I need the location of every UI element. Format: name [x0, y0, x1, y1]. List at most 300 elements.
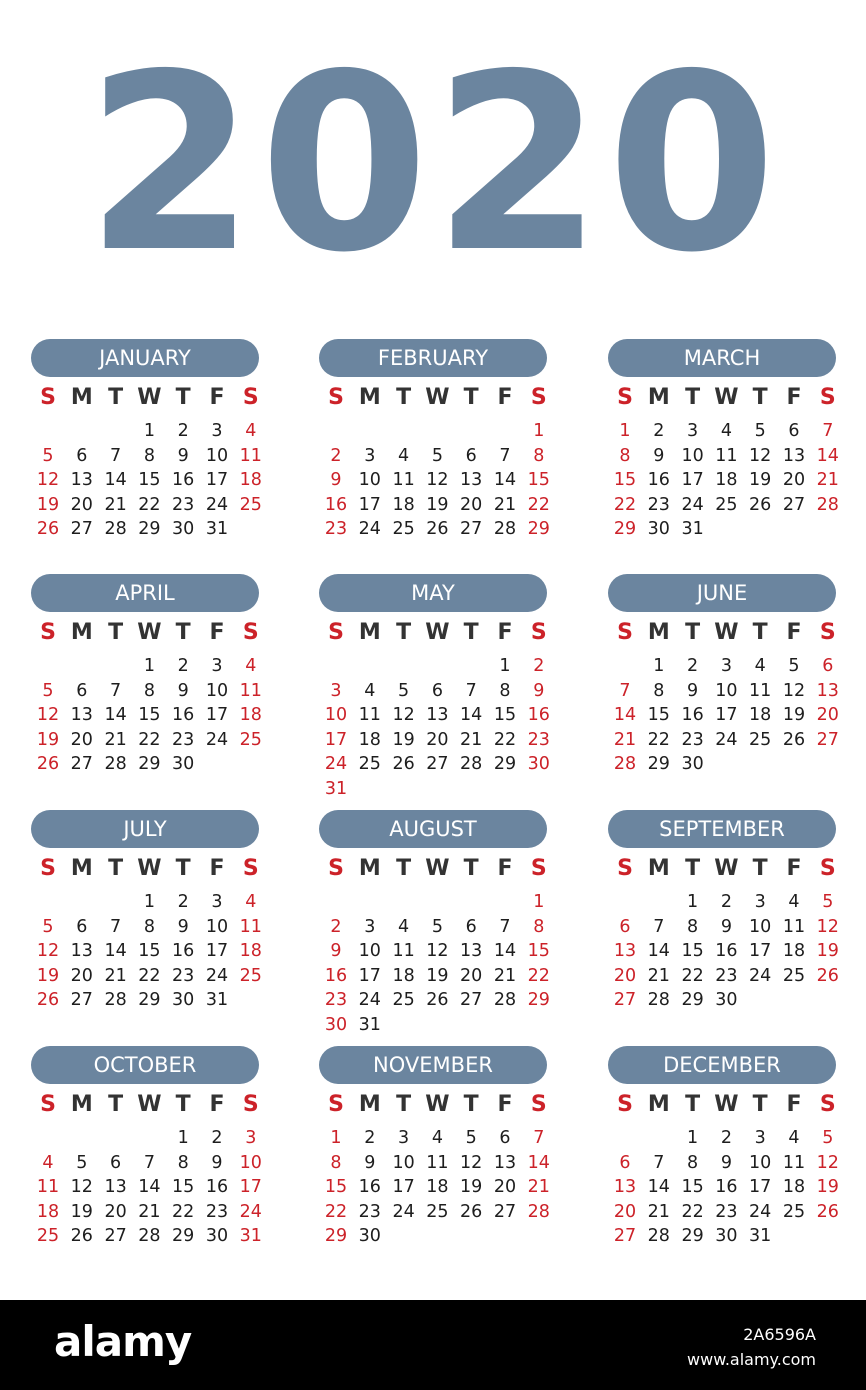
- day-cell: 14: [104, 941, 127, 961]
- day-cell: 5: [42, 916, 54, 937]
- day-cell: 22: [138, 494, 161, 515]
- day-cell: 25: [426, 1201, 449, 1222]
- day-cell: 13: [460, 941, 483, 961]
- weekday-label: S: [40, 385, 56, 410]
- day-cell: 12: [749, 445, 772, 466]
- month-header: FEBRUARY: [319, 339, 547, 377]
- day-cell: 9: [177, 916, 189, 937]
- day-cell: 30: [205, 1226, 229, 1246]
- day-cell: 15: [324, 1177, 348, 1197]
- day-cell: 26: [36, 754, 60, 774]
- day-cell: 31: [749, 1226, 772, 1246]
- weekday-label: T: [175, 856, 191, 881]
- month-october: [31, 1046, 263, 1256]
- day-cell: 9: [177, 680, 189, 701]
- day-cell: 21: [104, 729, 127, 750]
- day-cell: 31: [239, 1226, 262, 1246]
- day-cell: 12: [36, 470, 60, 490]
- day-cell: 29: [681, 990, 704, 1010]
- day-cell: 1: [687, 892, 699, 912]
- day-cell: 30: [647, 519, 670, 539]
- weekday-row: [31, 618, 263, 648]
- day-cell: 30: [324, 1014, 348, 1035]
- day-cell: 17: [749, 941, 772, 961]
- day-cell: 30: [172, 519, 195, 539]
- day-cell: 4: [245, 656, 257, 676]
- day-cell: 24: [358, 990, 381, 1010]
- day-cell: 16: [647, 470, 670, 490]
- day-cell: 31: [205, 519, 229, 539]
- day-cell: 16: [172, 941, 195, 961]
- day-cell: 8: [499, 680, 511, 701]
- day-cell: 11: [358, 705, 381, 725]
- day-cell: 13: [70, 470, 93, 490]
- day-cell: 30: [715, 1226, 738, 1246]
- day-cell: 20: [782, 470, 806, 490]
- weekday-label: T: [175, 385, 191, 410]
- month-header: MARCH: [608, 339, 836, 377]
- day-cell: 30: [172, 754, 195, 774]
- weekday-label: M: [70, 1092, 93, 1117]
- day-cell: 27: [460, 990, 483, 1010]
- day-cell: 20: [460, 494, 483, 515]
- day-cell: 23: [647, 494, 670, 515]
- day-cell: 22: [681, 965, 704, 986]
- month-may: [319, 574, 551, 799]
- day-cell: 14: [104, 470, 127, 490]
- day-cell: 10: [358, 470, 381, 490]
- weekday-label: M: [358, 1092, 381, 1117]
- day-cell: 5: [398, 680, 410, 701]
- day-cell: 14: [493, 470, 517, 490]
- weekday-label: F: [786, 385, 802, 410]
- day-cell: 19: [36, 494, 60, 515]
- day-cell: 12: [36, 941, 60, 961]
- day-cell: 25: [358, 754, 381, 774]
- day-cell: 14: [647, 1177, 670, 1197]
- day-cell: 12: [392, 705, 415, 725]
- day-cell: 27: [104, 1226, 127, 1246]
- day-cell: 7: [619, 680, 631, 701]
- day-cell: 22: [138, 729, 161, 750]
- day-cell: 17: [324, 729, 348, 750]
- weekday-label: M: [70, 620, 93, 645]
- day-cell: 8: [653, 680, 665, 701]
- weekday-row: [31, 383, 263, 413]
- weekday-label: T: [752, 856, 768, 881]
- weekday-label: M: [647, 385, 670, 410]
- weekday-label: S: [242, 385, 259, 410]
- day-cell: 4: [788, 1128, 800, 1148]
- month-april: [31, 574, 263, 784]
- day-cell: 29: [324, 1226, 348, 1246]
- day-cell: 13: [70, 941, 93, 961]
- day-cell: 8: [619, 445, 631, 466]
- month-header: APRIL: [31, 574, 259, 612]
- day-cell: 18: [782, 1177, 806, 1197]
- day-cell: 11: [239, 916, 262, 937]
- day-cell: 22: [493, 729, 517, 750]
- day-cell: 24: [205, 729, 229, 750]
- day-cell: 19: [392, 729, 415, 750]
- weekday-label: S: [40, 856, 56, 881]
- day-cell: 28: [493, 990, 517, 1010]
- day-cell: 5: [822, 1128, 834, 1148]
- day-cell: 24: [239, 1201, 262, 1222]
- day-cell: 3: [687, 421, 699, 441]
- weekday-row: [31, 1090, 263, 1120]
- day-cell: 26: [36, 990, 60, 1010]
- day-cell: 16: [172, 705, 195, 725]
- day-cell: 14: [647, 941, 670, 961]
- weekday-label: T: [463, 385, 479, 410]
- day-cell: 3: [364, 445, 376, 466]
- weekday-label: S: [530, 1092, 547, 1117]
- day-cell: 24: [324, 754, 348, 774]
- day-cell: 10: [205, 680, 229, 701]
- weekday-label: M: [647, 1092, 670, 1117]
- weekday-row: [608, 854, 840, 884]
- day-cell: 20: [493, 1177, 517, 1197]
- day-cell: 8: [687, 916, 699, 937]
- weekday-row: [608, 1090, 840, 1120]
- day-cell: 25: [782, 1201, 806, 1222]
- day-cell: 31: [324, 778, 348, 799]
- day-cell: 10: [205, 445, 229, 466]
- day-cell: 11: [715, 445, 738, 466]
- day-cell: 6: [619, 916, 631, 937]
- day-cell: 23: [358, 1201, 381, 1222]
- weekday-label: T: [108, 856, 124, 881]
- weekday-label: T: [752, 385, 768, 410]
- day-cell: 24: [392, 1201, 415, 1222]
- day-cell: 8: [687, 1152, 699, 1173]
- weekday-label: F: [209, 385, 225, 410]
- weekday-label: S: [40, 620, 56, 645]
- day-cell: 11: [782, 916, 806, 937]
- day-cell: 2: [211, 1128, 223, 1148]
- day-cell: 16: [527, 705, 550, 725]
- weekday-label: T: [685, 620, 701, 645]
- day-cell: 17: [392, 1177, 415, 1197]
- day-cell: 19: [460, 1177, 483, 1197]
- day-cell: 8: [533, 445, 545, 466]
- day-cell: 12: [426, 941, 449, 961]
- day-cell: 25: [36, 1226, 60, 1246]
- day-cell: 3: [330, 680, 342, 701]
- day-cell: 9: [720, 916, 732, 937]
- day-cell: 10: [324, 705, 348, 725]
- day-cell: 30: [358, 1226, 381, 1246]
- day-cell: 23: [324, 990, 348, 1010]
- image-id: 2A6596A: [743, 1325, 816, 1344]
- day-cell: 4: [720, 421, 732, 441]
- day-cell: 12: [782, 680, 806, 701]
- day-cell: 1: [619, 421, 631, 441]
- weekday-label: M: [647, 856, 670, 881]
- day-cell: 29: [681, 1226, 704, 1246]
- day-cell: 4: [754, 656, 766, 676]
- day-cell: 9: [364, 1152, 376, 1173]
- day-cell: 2: [687, 656, 699, 676]
- day-cell: 9: [177, 445, 189, 466]
- day-cell: 30: [172, 990, 195, 1010]
- day-cell: 28: [460, 754, 483, 774]
- day-cell: 15: [172, 1177, 195, 1197]
- weekday-row: [319, 854, 551, 884]
- day-cell: 26: [460, 1201, 483, 1222]
- month-june: [608, 574, 840, 784]
- day-cell: 12: [816, 1152, 839, 1173]
- day-cell: 11: [392, 470, 415, 490]
- day-cell: 16: [358, 1177, 381, 1197]
- day-cell: 23: [172, 965, 195, 986]
- weekday-label: S: [617, 385, 633, 410]
- day-cell: 1: [143, 892, 155, 912]
- weekday-label: M: [358, 856, 381, 881]
- day-cell: 15: [681, 1177, 704, 1197]
- weekday-label: T: [396, 1092, 412, 1117]
- day-cell: 28: [647, 990, 670, 1010]
- day-cell: 22: [527, 965, 550, 986]
- day-cell: 23: [681, 729, 704, 750]
- day-cell: 20: [613, 1201, 637, 1222]
- day-cell: 9: [330, 470, 342, 490]
- day-cell: 1: [653, 656, 665, 676]
- weekday-label: S: [530, 385, 547, 410]
- day-cell: 7: [653, 1152, 665, 1173]
- day-cell: 6: [822, 656, 834, 676]
- day-cell: 23: [715, 965, 738, 986]
- month-december: [608, 1046, 840, 1256]
- day-cell: 16: [681, 705, 704, 725]
- day-cell: 9: [687, 680, 699, 701]
- day-cell: 17: [239, 1177, 262, 1197]
- day-cell: 9: [653, 445, 665, 466]
- day-cell: 27: [782, 494, 806, 515]
- weekday-label: W: [714, 856, 739, 881]
- day-cell: 29: [613, 519, 637, 539]
- day-cell: 28: [104, 754, 127, 774]
- day-cell: 11: [36, 1177, 60, 1197]
- day-cell: 19: [426, 494, 449, 515]
- day-cell: 31: [205, 990, 229, 1010]
- day-cell: 24: [205, 494, 229, 515]
- day-cell: 25: [239, 729, 262, 750]
- day-cell: 16: [205, 1177, 229, 1197]
- month-header: JULY: [31, 810, 259, 848]
- day-cell: 19: [816, 941, 839, 961]
- day-cell: 9: [533, 680, 545, 701]
- day-cell: 18: [36, 1201, 60, 1222]
- day-cell: 26: [816, 965, 839, 986]
- day-cell: 9: [720, 1152, 732, 1173]
- day-cell: 15: [647, 705, 670, 725]
- day-cell: 11: [239, 445, 262, 466]
- day-cell: 8: [330, 1152, 342, 1173]
- day-cell: 13: [493, 1152, 517, 1173]
- day-cell: 12: [36, 705, 60, 725]
- day-cell: 26: [426, 519, 449, 539]
- day-cell: 17: [681, 470, 704, 490]
- day-cell: 5: [42, 680, 54, 701]
- day-cell: 7: [499, 445, 511, 466]
- day-cell: 20: [70, 494, 93, 515]
- month-header: OCTOBER: [31, 1046, 259, 1084]
- day-cell: 21: [138, 1201, 161, 1222]
- day-cell: 5: [76, 1152, 88, 1173]
- day-cell: 20: [816, 705, 839, 725]
- day-cell: 17: [715, 705, 738, 725]
- day-cell: 19: [749, 470, 772, 490]
- weekday-label: T: [685, 1092, 701, 1117]
- day-cell: 24: [715, 729, 738, 750]
- day-cell: 1: [177, 1128, 189, 1148]
- month-header: AUGUST: [319, 810, 547, 848]
- month-february: [319, 339, 551, 549]
- day-cell: 21: [104, 494, 127, 515]
- day-cell: 7: [110, 916, 122, 937]
- day-cell: 1: [533, 892, 545, 912]
- day-cell: 1: [143, 421, 155, 441]
- day-cell: 13: [460, 470, 483, 490]
- day-cell: 19: [816, 1177, 839, 1197]
- day-cell: 6: [76, 445, 88, 466]
- day-cell: 10: [205, 916, 229, 937]
- day-cell: 7: [110, 680, 122, 701]
- day-cell: 7: [653, 916, 665, 937]
- weekday-label: T: [175, 1092, 191, 1117]
- day-cell: 4: [788, 892, 800, 912]
- day-cell: 18: [749, 705, 772, 725]
- weekday-label: T: [396, 856, 412, 881]
- day-cell: 22: [138, 965, 161, 986]
- day-cell: 8: [143, 680, 155, 701]
- weekday-label: T: [108, 385, 124, 410]
- weekday-label: T: [463, 856, 479, 881]
- day-cell: 1: [330, 1128, 342, 1148]
- day-cell: 31: [681, 519, 704, 539]
- day-cell: 15: [138, 705, 161, 725]
- weekday-label: W: [425, 856, 450, 881]
- weekday-label: F: [497, 1092, 513, 1117]
- day-cell: 14: [460, 705, 483, 725]
- weekday-row: [319, 1090, 551, 1120]
- weekday-label: S: [328, 1092, 344, 1117]
- day-cell: 11: [782, 1152, 806, 1173]
- weekday-label: S: [242, 620, 259, 645]
- month-header: MAY: [319, 574, 547, 612]
- day-cell: 22: [681, 1201, 704, 1222]
- day-cell: 14: [613, 705, 637, 725]
- day-cell: 3: [245, 1128, 257, 1148]
- weekday-label: S: [617, 1092, 633, 1117]
- day-cell: 21: [527, 1177, 550, 1197]
- weekday-label: T: [175, 620, 191, 645]
- weekday-label: F: [786, 620, 802, 645]
- day-cell: 28: [104, 990, 127, 1010]
- day-cell: 4: [431, 1128, 443, 1148]
- day-cell: 28: [816, 494, 839, 515]
- weekday-label: T: [463, 620, 479, 645]
- day-cell: 11: [392, 941, 415, 961]
- month-header: SEPTEMBER: [608, 810, 836, 848]
- day-cell: 22: [324, 1201, 348, 1222]
- day-cell: 26: [749, 494, 772, 515]
- day-cell: 5: [465, 1128, 477, 1148]
- day-cell: 27: [613, 1226, 637, 1246]
- day-cell: 13: [70, 705, 93, 725]
- day-cell: 4: [245, 892, 257, 912]
- day-cell: 16: [172, 470, 195, 490]
- month-august: [319, 810, 551, 1035]
- day-cell: 8: [143, 916, 155, 937]
- weekday-label: S: [242, 856, 259, 881]
- weekday-label: W: [137, 385, 162, 410]
- day-cell: 30: [527, 754, 550, 774]
- day-cell: 5: [431, 445, 443, 466]
- day-cell: 23: [324, 519, 348, 539]
- day-cell: 9: [330, 941, 342, 961]
- day-cell: 23: [715, 1201, 738, 1222]
- weekday-label: S: [617, 620, 633, 645]
- day-cell: 25: [392, 990, 415, 1010]
- day-cell: 13: [782, 445, 806, 466]
- day-cell: 16: [715, 1177, 738, 1197]
- day-cell: 14: [816, 445, 839, 466]
- day-cell: 27: [70, 990, 93, 1010]
- day-cell: 14: [493, 941, 517, 961]
- day-cell: 2: [177, 656, 189, 676]
- day-cell: 14: [138, 1177, 161, 1197]
- day-cell: 12: [816, 916, 839, 937]
- day-cell: 4: [364, 680, 376, 701]
- weekday-label: M: [70, 856, 93, 881]
- day-cell: 25: [392, 519, 415, 539]
- day-cell: 10: [392, 1152, 415, 1173]
- day-cell: 5: [788, 656, 800, 676]
- day-cell: 13: [104, 1177, 127, 1197]
- day-cell: 24: [681, 494, 704, 515]
- day-cell: 18: [782, 941, 806, 961]
- weekday-label: T: [752, 1092, 768, 1117]
- weekday-label: M: [70, 385, 93, 410]
- year-title: 2020: [85, 22, 781, 306]
- day-cell: 28: [647, 1226, 670, 1246]
- day-cell: 7: [143, 1152, 155, 1173]
- day-cell: 27: [70, 519, 93, 539]
- day-cell: 26: [782, 729, 806, 750]
- day-cell: 18: [239, 705, 262, 725]
- day-cell: 13: [613, 1177, 637, 1197]
- day-cell: 6: [110, 1152, 122, 1173]
- day-cell: 19: [36, 965, 60, 986]
- day-cell: 12: [460, 1152, 483, 1173]
- day-cell: 21: [460, 729, 483, 750]
- day-cell: 10: [239, 1152, 262, 1173]
- day-cell: 11: [426, 1152, 449, 1173]
- day-cell: 20: [613, 965, 637, 986]
- weekday-label: S: [819, 856, 836, 881]
- day-cell: 22: [527, 494, 550, 515]
- day-cell: 3: [754, 1128, 766, 1148]
- day-cell: 2: [653, 421, 665, 441]
- day-cell: 5: [822, 892, 834, 912]
- day-cell: 17: [205, 705, 229, 725]
- day-cell: 28: [527, 1201, 550, 1222]
- weekday-label: S: [328, 385, 344, 410]
- day-cell: 18: [239, 941, 262, 961]
